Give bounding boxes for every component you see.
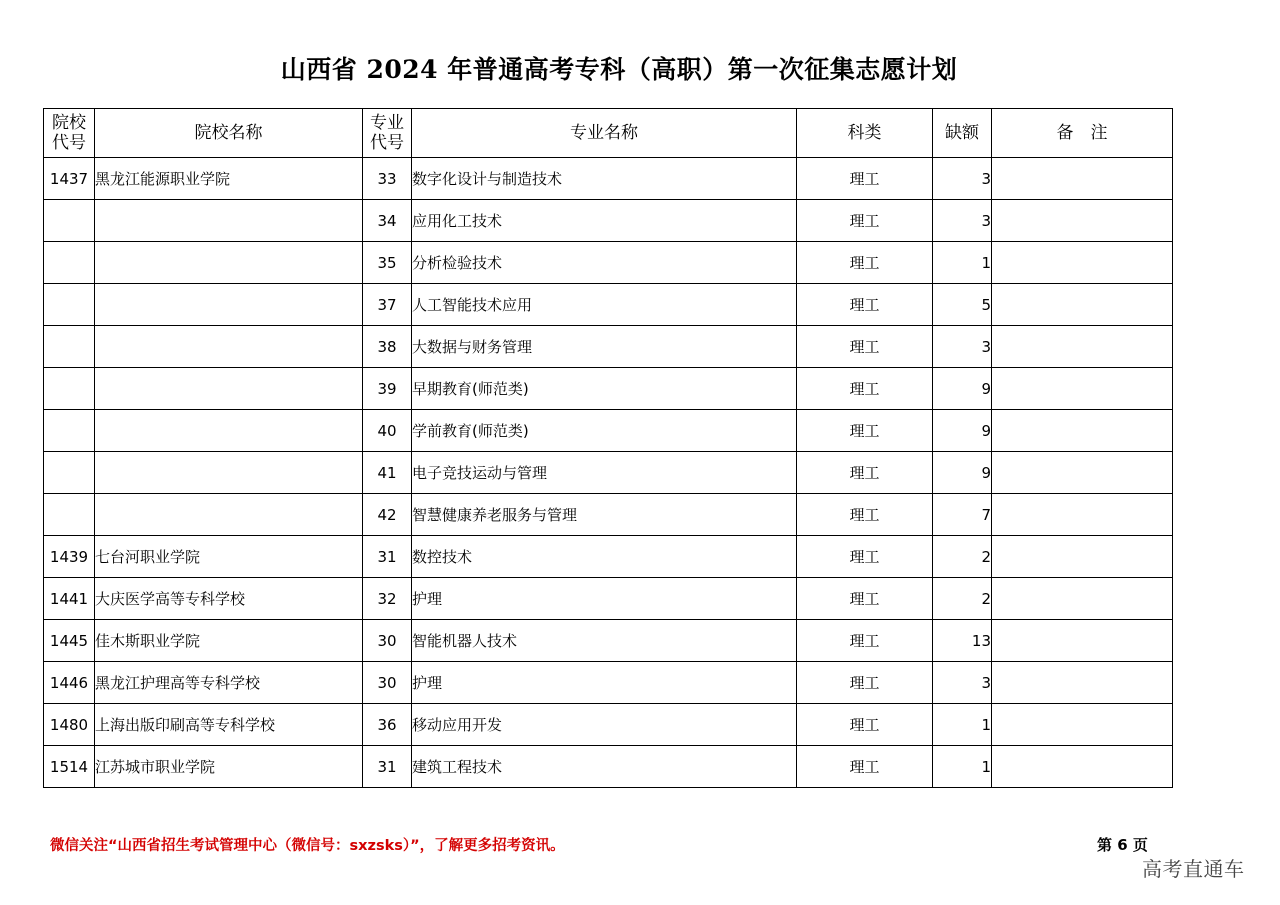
cell-category: 理工 — [797, 242, 933, 284]
cell-major-name: 早期教育(师范类) — [412, 368, 797, 410]
header-school-code: 院校代号 — [44, 109, 95, 158]
header-category: 科类 — [797, 109, 933, 158]
cell-major-code: 35 — [363, 242, 412, 284]
cell-category: 理工 — [797, 284, 933, 326]
cell-school-name — [95, 452, 363, 494]
table-row — [44, 746, 1173, 788]
cell-category: 理工 — [797, 200, 933, 242]
cell-vacancy: 3 — [933, 200, 992, 242]
table-row — [44, 326, 1173, 368]
cell-major-code: 36 — [363, 704, 412, 746]
cell-major-name: 人工智能技术应用 — [412, 284, 797, 326]
cell-vacancy: 2 — [933, 536, 992, 578]
cell-school-name: 黑龙江护理高等专科学校 — [95, 662, 363, 704]
cell-major-code: 42 — [363, 494, 412, 536]
cell-remark — [992, 536, 1173, 578]
cell-school-name — [95, 200, 363, 242]
table-row — [44, 662, 1173, 704]
table-row — [44, 284, 1173, 326]
page-title: 山西省 2024 年普通高考专科（高职）第一次征集志愿计划 — [280, 55, 958, 84]
cell-major-name: 应用化工技术 — [412, 200, 797, 242]
cell-major-name: 分析检验技术 — [412, 242, 797, 284]
cell-major-name: 智慧健康养老服务与管理 — [412, 494, 797, 536]
cell-remark — [992, 368, 1173, 410]
cell-school-name — [95, 494, 363, 536]
header-major-code: 专业代号 — [363, 109, 412, 158]
cell-major-name: 移动应用开发 — [412, 704, 797, 746]
cell-remark — [992, 326, 1173, 368]
header-vacancy: 缺额 — [933, 109, 992, 158]
table-row — [44, 242, 1173, 284]
cell-major-code: 31 — [363, 536, 412, 578]
table-row — [44, 452, 1173, 494]
table-body — [44, 158, 1173, 788]
table-row — [44, 158, 1173, 200]
cell-school-code — [44, 368, 95, 410]
cell-remark — [992, 242, 1173, 284]
cell-school-name — [95, 242, 363, 284]
cell-remark — [992, 158, 1173, 200]
header-major-name: 专业名称 — [412, 109, 797, 158]
cell-school-code — [44, 494, 95, 536]
cell-vacancy: 9 — [933, 410, 992, 452]
cell-school-code — [44, 452, 95, 494]
cell-major-name: 数字化设计与制造技术 — [412, 158, 797, 200]
cell-category: 理工 — [797, 158, 933, 200]
cell-school-code: 1514 — [44, 746, 95, 788]
cell-school-code — [44, 284, 95, 326]
cell-category: 理工 — [797, 662, 933, 704]
cell-school-name — [95, 284, 363, 326]
header-school-name: 院校名称 — [95, 109, 363, 158]
cell-major-code: 32 — [363, 578, 412, 620]
cell-vacancy: 1 — [933, 242, 992, 284]
cell-school-code: 1446 — [44, 662, 95, 704]
cell-category: 理工 — [797, 746, 933, 788]
header-remark: 备 注 — [992, 109, 1173, 158]
cell-school-name: 大庆医学高等专科学校 — [95, 578, 363, 620]
cell-remark — [992, 452, 1173, 494]
cell-major-code: 40 — [363, 410, 412, 452]
cell-category: 理工 — [797, 536, 933, 578]
cell-category: 理工 — [797, 494, 933, 536]
cell-category: 理工 — [797, 326, 933, 368]
cell-major-code: 30 — [363, 662, 412, 704]
table-row — [44, 200, 1173, 242]
table-row — [44, 410, 1173, 452]
cell-vacancy: 3 — [933, 326, 992, 368]
cell-major-name: 数控技术 — [412, 536, 797, 578]
cell-major-name: 大数据与财务管理 — [412, 326, 797, 368]
cell-major-code: 33 — [363, 158, 412, 200]
cell-school-name — [95, 410, 363, 452]
cell-school-code: 1437 — [44, 158, 95, 200]
cell-remark — [992, 620, 1173, 662]
cell-school-code — [44, 200, 95, 242]
cell-vacancy: 5 — [933, 284, 992, 326]
cell-major-code: 39 — [363, 368, 412, 410]
footer-note: 微信关注“山西省招生考试管理中心（微信号：sxzsks）”，了解更多招考资讯。 — [50, 838, 565, 854]
admission-plan-table — [43, 108, 1173, 788]
cell-remark — [992, 200, 1173, 242]
cell-category: 理工 — [797, 410, 933, 452]
cell-school-name — [95, 368, 363, 410]
cell-remark — [992, 494, 1173, 536]
cell-school-code: 1480 — [44, 704, 95, 746]
cell-school-code — [44, 242, 95, 284]
cell-remark — [992, 284, 1173, 326]
table-row — [44, 536, 1173, 578]
watermark: 高考直通车 — [1142, 857, 1245, 881]
cell-vacancy: 2 — [933, 578, 992, 620]
cell-vacancy: 3 — [933, 158, 992, 200]
cell-school-code: 1439 — [44, 536, 95, 578]
cell-vacancy: 3 — [933, 662, 992, 704]
cell-school-name: 江苏城市职业学院 — [95, 746, 363, 788]
cell-major-name: 护理 — [412, 662, 797, 704]
page-number: 第 6 页 — [1097, 836, 1148, 854]
table-header-row — [44, 109, 1173, 158]
table-row — [44, 620, 1173, 662]
cell-school-code — [44, 326, 95, 368]
cell-category: 理工 — [797, 452, 933, 494]
cell-school-name: 七台河职业学院 — [95, 536, 363, 578]
cell-major-name: 护理 — [412, 578, 797, 620]
cell-remark — [992, 578, 1173, 620]
cell-school-code: 1441 — [44, 578, 95, 620]
cell-major-name: 建筑工程技术 — [412, 746, 797, 788]
cell-major-code: 30 — [363, 620, 412, 662]
cell-category: 理工 — [797, 578, 933, 620]
cell-vacancy: 9 — [933, 452, 992, 494]
cell-category: 理工 — [797, 620, 933, 662]
cell-remark — [992, 746, 1173, 788]
cell-school-code — [44, 410, 95, 452]
cell-major-code: 34 — [363, 200, 412, 242]
cell-school-name: 黑龙江能源职业学院 — [95, 158, 363, 200]
cell-school-code: 1445 — [44, 620, 95, 662]
cell-major-name: 学前教育(师范类) — [412, 410, 797, 452]
cell-major-code: 31 — [363, 746, 412, 788]
cell-vacancy: 1 — [933, 746, 992, 788]
cell-school-name — [95, 326, 363, 368]
cell-major-name: 智能机器人技术 — [412, 620, 797, 662]
cell-major-code: 41 — [363, 452, 412, 494]
table-row — [44, 494, 1173, 536]
table-row — [44, 704, 1173, 746]
cell-major-code: 37 — [363, 284, 412, 326]
cell-school-name: 佳木斯职业学院 — [95, 620, 363, 662]
cell-category: 理工 — [797, 368, 933, 410]
cell-remark — [992, 662, 1173, 704]
cell-category: 理工 — [797, 704, 933, 746]
cell-vacancy: 9 — [933, 368, 992, 410]
cell-vacancy: 1 — [933, 704, 992, 746]
cell-major-code: 38 — [363, 326, 412, 368]
cell-vacancy: 13 — [933, 620, 992, 662]
cell-remark — [992, 704, 1173, 746]
cell-remark — [992, 410, 1173, 452]
cell-vacancy: 7 — [933, 494, 992, 536]
cell-school-name: 上海出版印刷高等专科学校 — [95, 704, 363, 746]
table-row — [44, 578, 1173, 620]
cell-major-name: 电子竞技运动与管理 — [412, 452, 797, 494]
table-row — [44, 368, 1173, 410]
